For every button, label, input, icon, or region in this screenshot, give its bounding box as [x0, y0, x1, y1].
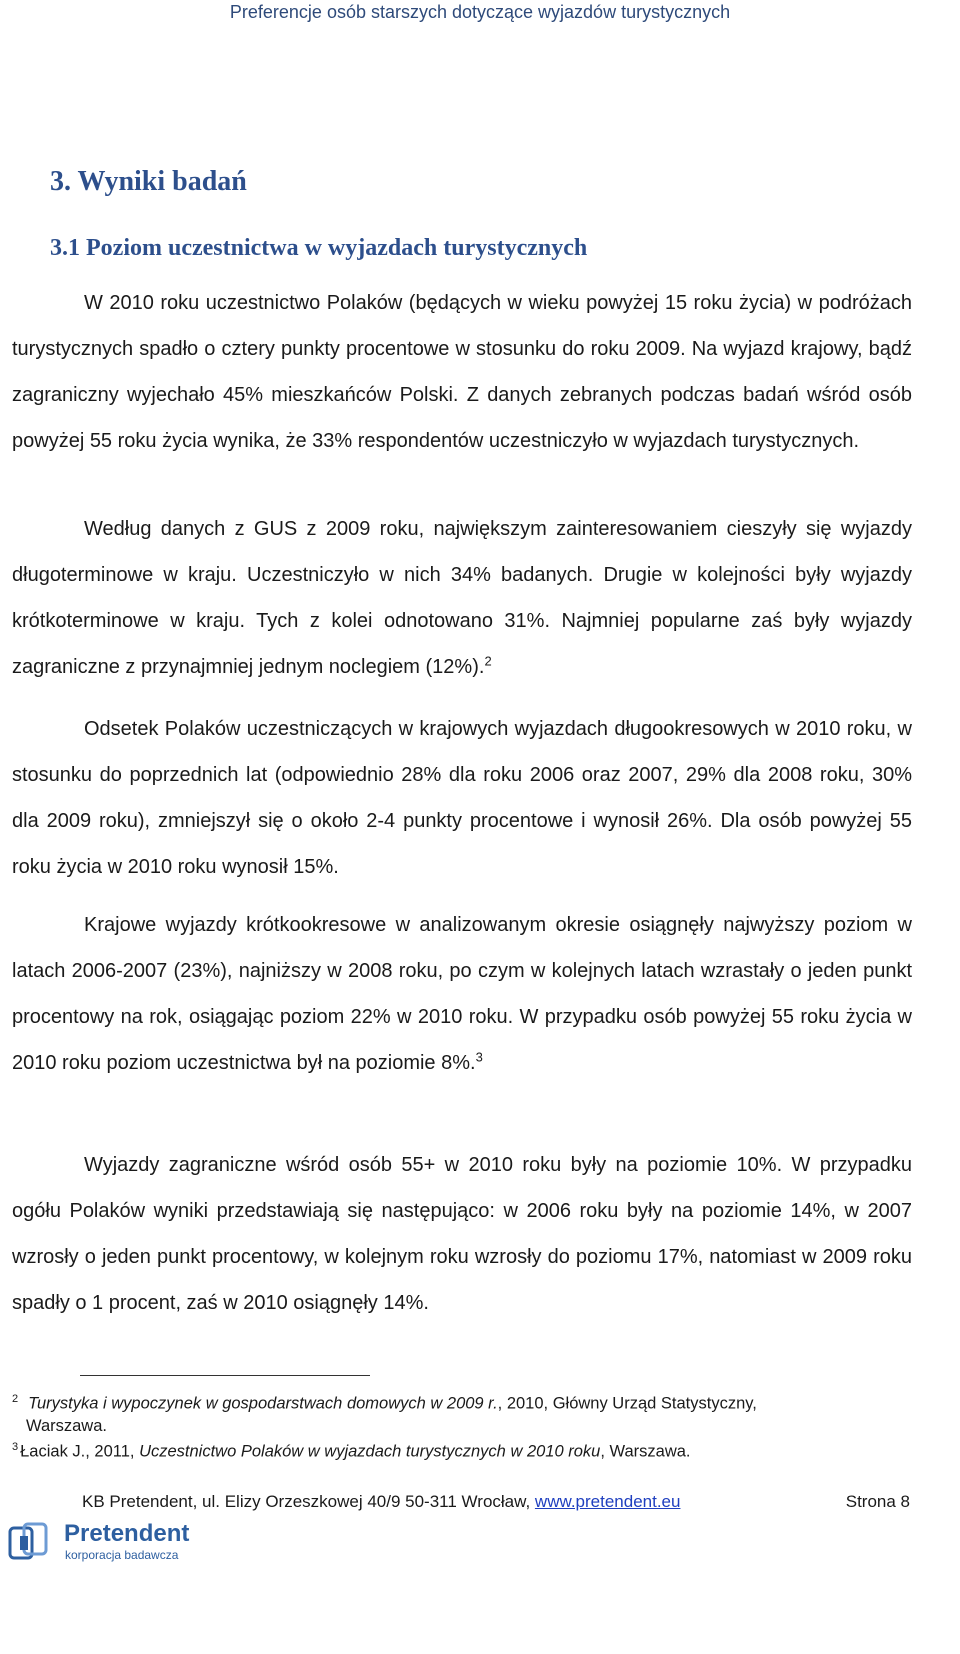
- pretendent-logo-icon: [8, 1522, 50, 1562]
- footnote-2-title: Turystyka i wypoczynek w gospodarstwach domowych w 2009 r.: [28, 1394, 498, 1413]
- paragraph-4: [12, 902, 912, 1086]
- footnote-3-title: Uczestnictwo Polaków w wyjazdach turystycznych w 2010 roku: [139, 1442, 601, 1461]
- paragraph-3: [12, 706, 912, 890]
- paragraph-4-body: Krajowe wyjazdy krótkookresowe w analizowanym okresie osiągnęły najwyższy poziom w latach 2006-2007 (23%), najniższy w 2008 roku, po czym w kolejnych latach wzrastały o jeden punkt procentowy na rok, osiągając poziom 22% w 2010 roku. W przypadku osób powyżej 55 roku życia w 2010 roku poziom uczestnictwa był na poziomie 8%.: [12, 914, 912, 1074]
- company-logo: [8, 1518, 208, 1564]
- footnote-2-number: 2: [12, 1393, 19, 1405]
- logo-tagline: korporacja badawcza: [65, 1548, 179, 1562]
- footer-address: [82, 1492, 680, 1512]
- footnote-ref-3[interactable]: 3: [475, 1049, 483, 1065]
- footnote-3-number: 3: [12, 1441, 19, 1453]
- footnote-3-author: Łaciak J., 2011,: [20, 1442, 140, 1461]
- paragraph-2-text: [12, 506, 912, 690]
- footer-address-text: KB Pretendent, ul. Elizy Orzeszkowej 40/9 50-311 Wrocław,: [82, 1492, 535, 1511]
- footnote-2-continuation: Warszawa.: [26, 1416, 107, 1435]
- page-number: Strona 8: [845, 1492, 910, 1511]
- paragraph-5-text: Wyjazdy zagraniczne wśród osób 55+ w 2010 roku były na poziomie 10%. W przypadku ogółu Polaków wyniki przedstawiają się następująco: w 2006 roku były na poziomie 14%, w 2007 wzrosły o jeden punkt procentowy, w kolejnym roku wzrosły do poziomu 17%, natomiast w 2009 roku spadły o 1 procent, zaś w 2010 osiągnęły 14%.: [12, 1154, 912, 1314]
- section-heading: 3. Wyniki badań: [50, 166, 247, 197]
- paragraph-1: [12, 266, 912, 464]
- paragraph-1-text: W 2010 roku uczestnictwo Polaków (będących w wieku powyżej 15 roku życia) w podróżach turystycznych spadło o cztery punkty procentowe w stosunku do roku 2009. Na wyjazd krajowy, bądź zagraniczny wyjechało 45% mieszkańców Polski. Z danych zebranych podczas badań wśród osób powyżej 55 roku życia wynika, że 33% respondentów uczestniczyło w wyjazdach turystycznych.: [12, 292, 912, 452]
- paragraph-3-text: Odsetek Polaków uczestniczących w krajowych wyjazdach długookresowych w 2010 roku, w stosunku do poprzednich lat (odpowiednio 28% dla roku 2006 oraz 2007, 29% dla 2008 roku, 30% dla 2009 roku), zmniejszył się o około 2-4 punkty procentowe i wynosił 26%. Dla osób powyżej 55 roku życia w 2010 roku wynosił 15%.: [12, 718, 912, 878]
- paragraph-2-body: Według danych z GUS z 2009 roku, największym zainteresowaniem cieszyły się wyjazdy długoterminowe w kraju. Uczestniczyło w nich 34% badanych. Drugie w kolejności były wyjazdy krótkoterminowe w kraju. Tych z kolei odnotowano 31%. Najmniej popularne zaś były wyjazdy zagraniczne z przynajmniej jednym noclegiem (12%).: [12, 518, 912, 678]
- footnote-ref-2[interactable]: 2: [484, 653, 492, 669]
- footnote-2-details: , 2010, Główny Urząd Statystyczny,: [497, 1394, 757, 1413]
- paragraph-4-text: [12, 902, 912, 1086]
- logo-name: Pretendent: [64, 1520, 190, 1547]
- paragraph-5: [12, 1142, 912, 1326]
- footnote-separator: [80, 1375, 370, 1376]
- footer-website-link[interactable]: www.pretendent.eu: [534, 1492, 681, 1511]
- footnote-3: [12, 1436, 912, 1463]
- running-header: Preferencje osób starszych dotyczące wyjazdów turystycznych: [229, 2, 731, 22]
- paragraph-2: [12, 506, 912, 690]
- footnote-2: [12, 1388, 912, 1437]
- subsection-heading: 3.1 Poziom uczestnictwa w wyjazdach turystycznych: [50, 235, 588, 261]
- footnote-3-details: , Warszawa.: [600, 1442, 691, 1461]
